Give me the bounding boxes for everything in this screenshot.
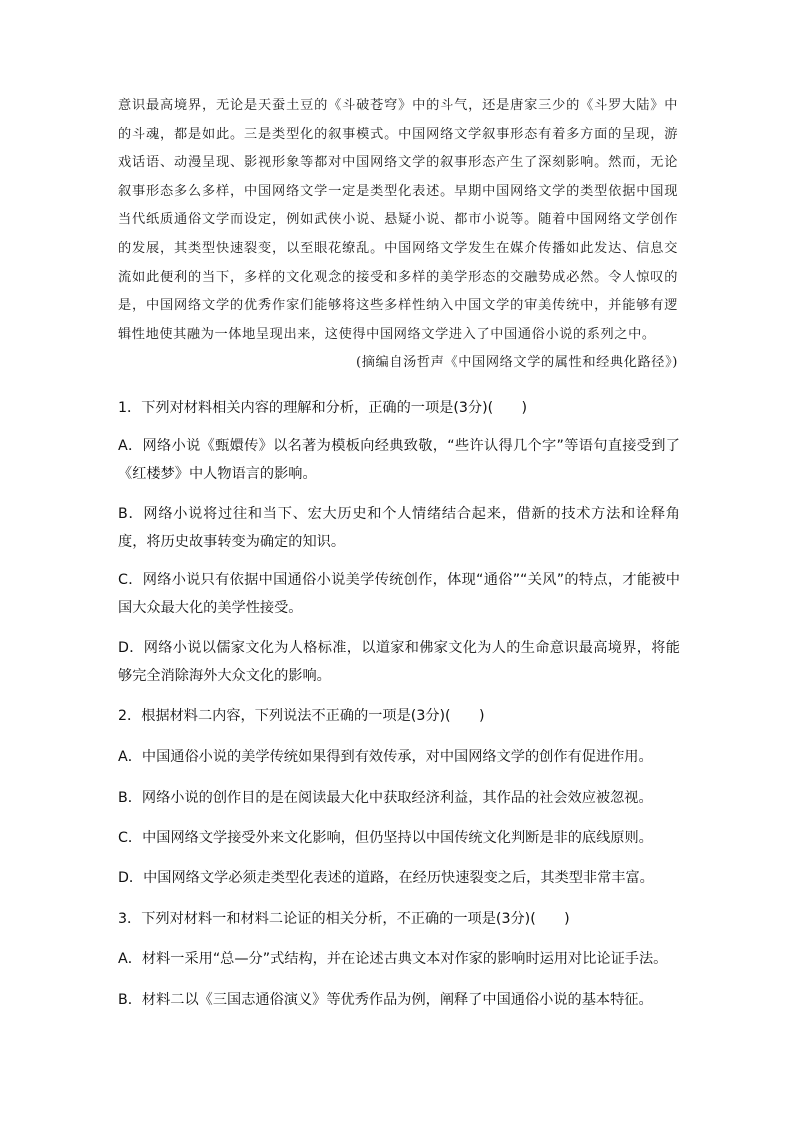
passage-text: 意识最高境界，无论是天蚕土豆的《斗破苍穹》中的斗气，还是唐家三少的《斗罗大陆》中的斗魂，都是如此。三是类型化的叙事模式。中国网络文学叙事形态有着多方面的呈现，游戏话语、动漫呈现、影视形象等都对中国网络文学的叙事形态产生了深刻影响。然而，无论叙事形态多么多样，中国网络文学一定是类型化表述。早期中国网络文学的类型依据中国现当代纸质通俗文学而设定，例如武侠小说、悬疑小说、都市小说等。随着中国网络文学创作的发展，其类型快速裂变，以至眼花缭乱。中国网络文学发生在媒介传播如此发达、信息交流如此便利的当下，多样的文化观念的接受和多样的美学形态的交融势成必然。令人惊叹的是，中国网络文学的优秀作家们能够将这些多样性纳入中国文学的审美传统中，并能够有逻辑性地使其融为一体地呈现出来，这使得中国网络文学进入了中国通俗小说的系列之中。: [118, 98, 678, 342]
question-1-option-a: A．网络小说《甄嬛传》以名著为模板向经典致敬，“些许认得几个字”等语句直接受到了《红楼梦》中人物语言的影响。: [118, 438, 680, 482]
question-2-option-d: D．中国网络文学必须走类型化表述的道路，在经历快速裂变之后，其类型非常丰富。: [118, 870, 654, 886]
question-2-stem: 2．根据材料二内容，下列说法不正确的一项是(3分)( ): [118, 708, 485, 724]
question-2-option-c: C．中国网络文学接受外来文化影响，但仍坚持以中国传统文化判断是非的底线原则。: [118, 830, 653, 846]
question-2-option-a: A．中国通俗小说的美学传统如果得到有效传承，对中国网络文学的创作有促进作用。: [118, 749, 653, 765]
question-3-option-a: A．材料一采用“总—分”式结构，并在论述古典文本对作家的影响时运用对比论证手法。: [118, 951, 668, 967]
question-1-stem: 1．下列对材料相关内容的理解和分析，正确的一项是(3分)( ): [118, 400, 528, 416]
question-1-option-d: D．网络小说以儒家文化为人格标准，以道家和佛家文化为人的生命意识最高境界，将能够完全消除海外大众文化的影响。: [118, 640, 680, 684]
passage-source: (摘编自汤哲声《中国网络文学的属性和经典化路径》): [356, 355, 679, 370]
question-3-stem: 3．下列对材料一和材料二论证的相关分析，不正确的一项是(3分)( ): [118, 911, 570, 927]
question-1-option-c: C．网络小说只有依据中国通俗小说美学传统创作，体现“通俗”“关风”的特点，才能被中国大众最大化的美学性接受。: [118, 572, 680, 616]
question-1-option-b: B．网络小说将过往和当下、宏大历史和个人情绪结合起来，借新的技术方法和诠释角度，将历史故事转变为确定的知识。: [118, 506, 680, 550]
question-3-option-b: B．材料二以《三国志通俗演义》等优秀作品为例，阐释了中国通俗小说的基本特征。: [118, 992, 653, 1008]
question-2-option-b: B．网络小说的创作目的是在阅读最大化中获取经济利益，其作品的社会效应被忽视。: [118, 790, 653, 806]
